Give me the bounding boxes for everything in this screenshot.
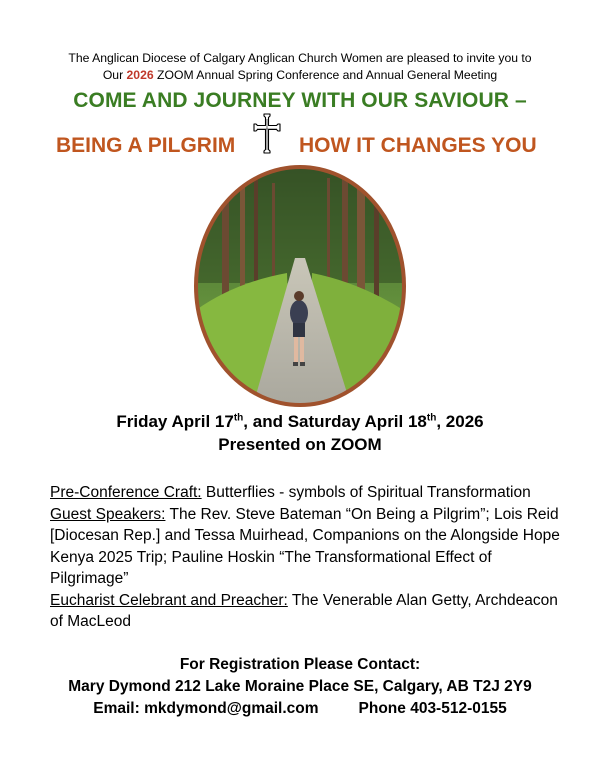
contact-heading: For Registration Please Contact: xyxy=(179,656,421,673)
subheadline-left: BEING A PILGRIM xyxy=(56,134,236,157)
date-part-3: , 2026 xyxy=(436,412,484,431)
event-dates xyxy=(0,410,600,456)
presented-on: Presented on ZOOM xyxy=(218,435,382,454)
eucharist-paragraph xyxy=(50,590,570,633)
intro-line-2 xyxy=(0,67,600,84)
contact-line xyxy=(0,698,600,720)
speakers-text: The Rev. Steve Bateman “On Being a Pilgrim”; Lois Reid [Diocesan Rep.] and Tessa Muirhead, Companions on the Alongside Hope Kenya 2025 Trip; Pauline Hoskin “The Transformational Effect of Pilgrimage” xyxy=(50,505,560,587)
craft-label: Pre-Conference Craft: xyxy=(50,484,202,501)
event-date-line xyxy=(0,410,600,433)
ornate-cross-icon xyxy=(252,112,282,158)
speakers-label: Guest Speakers: xyxy=(50,505,166,523)
contact-phone[interactable]: Phone 403-512-0155 xyxy=(358,700,507,717)
craft-text: Butterflies - symbols of Spiritual Transformation xyxy=(201,484,531,501)
speakers-paragraph xyxy=(50,504,570,590)
craft-paragraph xyxy=(50,482,570,504)
eucharist-text: The Venerable Alan Getty, Archdeacon of MacLeod xyxy=(50,591,558,630)
date-part-1: Friday April 17 xyxy=(116,412,234,431)
intro-line-2-suffix: ZOOM Annual Spring Conference and Annual General Meeting xyxy=(153,68,498,82)
eucharist-label: Eucharist Celebrant and Preacher: xyxy=(50,591,288,609)
date-part-2: , and Saturday April 18 xyxy=(243,412,427,431)
invitation-intro xyxy=(0,50,600,84)
intro-line-2-prefix: Our xyxy=(102,68,127,82)
pilgrim-forest-path-photo xyxy=(192,163,408,409)
conference-headline: COME AND JOURNEY WITH OUR SAVIOUR – xyxy=(73,89,527,112)
conference-year: 2026 xyxy=(126,68,154,82)
date-suffix-1: th xyxy=(233,412,244,424)
contact-address: Mary Dymond 212 Lake Moraine Place SE, Calgary, AB T2J 2Y9 xyxy=(68,678,532,695)
intro-line-1: The Anglican Diocese of Calgary Anglican Church Women are pleased to invite you to xyxy=(68,51,532,65)
subheadline-right: HOW IT CHANGES YOU xyxy=(299,134,537,157)
conference-details xyxy=(50,482,570,633)
registration-contact xyxy=(0,654,600,720)
date-suffix-2: th xyxy=(426,412,437,424)
contact-email[interactable]: Email: mkdymond@gmail.com xyxy=(93,700,319,717)
